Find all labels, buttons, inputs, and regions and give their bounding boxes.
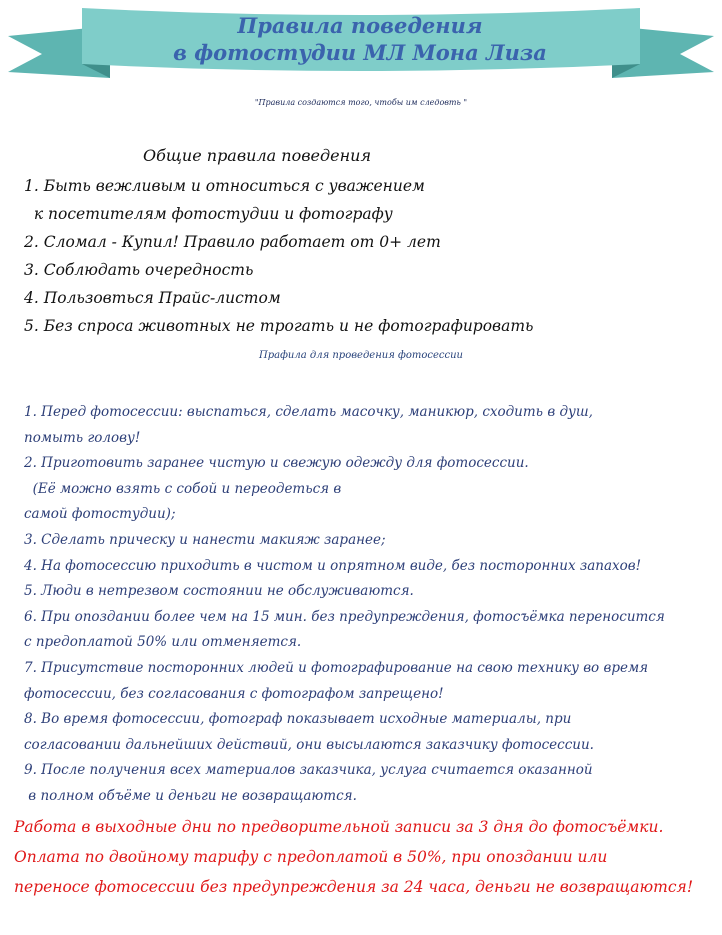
photo-rule-line: 8. Во время фотосессии, фотограф показывает исходные материалы, при xyxy=(24,711,572,728)
footer-notice-line: Оплата по двойному тарифу с предоплатой в 50%, при опоздании или xyxy=(14,848,608,866)
footer-notice xyxy=(14,812,693,902)
photo-rule-line: 9. После получения всех материалов заказчика, услуга считается оказанной xyxy=(24,762,593,779)
banner-title xyxy=(150,12,570,66)
photo-rule-line: 1. Перед фотосессии: выспаться, сделать масочку, маникюр, сходить в душ, xyxy=(24,404,593,420)
photo-session-rules-list xyxy=(24,400,665,810)
general-rule-line: к посетителям фотостудии и фотографу xyxy=(24,205,393,223)
banner-title-line-1: Правила поведения xyxy=(237,13,483,38)
footer-notice-line: Работа в выходные дни по предворительной записи за 3 дня до фотосъёмки. xyxy=(14,818,664,836)
photo-rule-line: 3. Сделать прическу и нанести макияж заранее; xyxy=(24,531,386,548)
general-rules-title: Общие правила поведения xyxy=(143,146,372,165)
general-rule-line: 5. Без спроса животных не трогать и не фотографировать xyxy=(24,317,534,335)
general-rules-list xyxy=(24,172,533,340)
photo-rule-line: 2. Приготовить заранее чистую и свежую одежду для фотосессии. xyxy=(24,455,529,472)
photo-rule-line: 5. Люди в нетрезвом состоянии не обслуживаются. xyxy=(24,583,414,600)
general-rule-line: 2. Сломал - Купил! Правило работает от 0+ лет xyxy=(24,233,441,251)
general-rule-line: 3. Соблюдать очередность xyxy=(24,261,254,279)
motto-quote: "Правила создаются того, чтобы им следовть " xyxy=(254,98,468,107)
photo-rule-line: помыть голову! xyxy=(24,429,141,446)
photo-rule-line: в полном объёме и деньги не возвращаются. xyxy=(24,787,357,804)
photo-rule-line: фотосессии, без согласования с фотографом запрещено! xyxy=(24,685,444,702)
photo-rule-line: с предоплатой 50% или отменяется. xyxy=(24,634,302,651)
general-rule-line: 1. Быть вежливым и относиться с уважением xyxy=(24,177,425,195)
photo-rule-line: самой фотостудии); xyxy=(24,506,176,523)
photo-rule-line: 4. На фотосессию приходить в чистом и опрятном виде, без посторонних запахов! xyxy=(24,557,642,574)
photo-rule-line: 7. Присутствие посторонних людей и фотографирование на свою технику во время xyxy=(24,659,649,676)
banner-title-line-2: в фотостудии МЛ Мона Лиза xyxy=(173,40,547,65)
general-rule-line: 4. Пользовться Прайс-листом xyxy=(24,289,281,307)
photo-rule-line: 6. При опоздании более чем на 15 мин. без предупреждения, фотосъёмка переносится xyxy=(24,608,665,625)
footer-notice-line: переносе фотосессии без предупреждения за 24 часа, деньги не возвращаются! xyxy=(14,878,694,896)
photo-session-rules-title: Прафила для проведения фотосессии xyxy=(259,350,463,361)
photo-rule-line: (Её можно взять с собой и переодеться в xyxy=(24,480,342,497)
photo-rule-line: согласовании дальнейших действий, они высылаются заказчику фотосессии. xyxy=(24,736,594,753)
